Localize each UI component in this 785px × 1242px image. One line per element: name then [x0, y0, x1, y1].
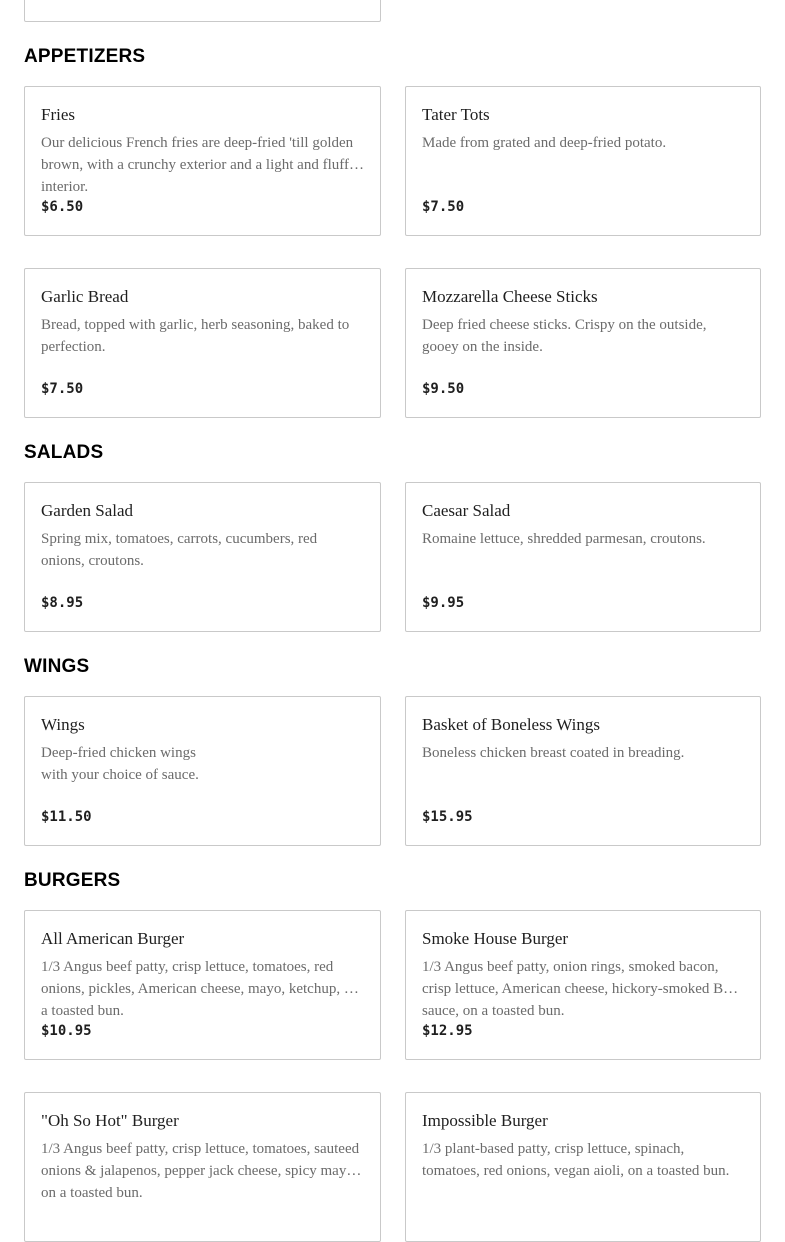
menu-item-card[interactable]: [405, 910, 761, 1060]
item-description: 1/3 Angus beef patty, crisp lettuce, tomatoes, sauteed onions & jalapenos, pepper jack cheese, spicy mayo, on a toasted bun.: [41, 1141, 360, 1201]
item-price: $8.95: [41, 595, 84, 611]
item-name: Fries: [41, 105, 75, 124]
menu-item-card[interactable]: [405, 1092, 761, 1242]
item-description: Bread, topped with garlic, herb seasoning, baked to perfection.: [41, 317, 350, 355]
item-name: Garlic Bread: [41, 287, 129, 306]
item-name: Garden Salad: [41, 501, 134, 520]
menu-item-card-partial[interactable]: [24, 0, 381, 22]
item-name: Impossible Burger: [422, 1111, 548, 1130]
item-name: Smoke House Burger: [422, 929, 569, 948]
section-title-salads: SALADS: [24, 442, 104, 463]
item-price: $15.95: [422, 809, 473, 825]
item-price: $7.50: [41, 381, 84, 397]
item-description: Deep-fried chicken wings with your choice of sauce.: [41, 745, 199, 783]
menu-item-card[interactable]: [405, 268, 761, 418]
item-price: $6.50: [41, 199, 84, 215]
item-description: Deep fried cheese sticks. Crispy on the outside, gooey on the inside.: [422, 317, 707, 355]
item-description: 1/3 Angus beef patty, onion rings, smoked bacon, crisp lettuce, American cheese, hickory-smoked BBQ sauce, on a toasted bun.: [422, 959, 744, 1019]
item-name: "Oh So Hot" Burger: [41, 1111, 179, 1130]
item-name: Mozzarella Cheese Sticks: [422, 287, 598, 306]
item-description: 1/3 Angus beef patty, crisp lettuce, tomatoes, red onions, pickles, American cheese, mayo, ketchup, on a toasted bun.: [41, 959, 359, 1019]
item-description: Spring mix, tomatoes, carrots, cucumbers, red onions, croutons.: [41, 531, 318, 569]
item-price: $12.95: [422, 1023, 473, 1039]
menu-item-card[interactable]: [24, 268, 381, 418]
menu-item-card[interactable]: [405, 482, 761, 632]
menu-item-card[interactable]: [405, 696, 761, 846]
menu-item-card[interactable]: [24, 696, 381, 846]
section-title-burgers: BURGERS: [24, 870, 121, 891]
item-price: $9.95: [422, 595, 465, 611]
menu-item-card[interactable]: [24, 482, 381, 632]
item-name: All American Burger: [41, 929, 185, 948]
section-title-appetizers: APPETIZERS: [24, 46, 146, 67]
item-description: Our delicious French fries are deep-fried 'till golden brown, with a crunchy exterior and a light and fluffy interior.: [41, 135, 357, 195]
item-price: $11.50: [41, 809, 92, 825]
menu-item-card[interactable]: [24, 86, 381, 236]
item-description: Boneless chicken breast coated in breading.: [422, 745, 685, 761]
item-description: Made from grated and deep-fried potato.: [422, 135, 667, 151]
item-description: Romaine lettuce, shredded parmesan, croutons.: [422, 531, 706, 547]
item-price: $9.50: [422, 381, 465, 397]
item-name: Basket of Boneless Wings: [422, 715, 600, 734]
item-price: $7.50: [422, 199, 465, 215]
menu-item-card[interactable]: [24, 910, 381, 1060]
item-name: Caesar Salad: [422, 501, 511, 520]
menu-item-card[interactable]: [405, 86, 761, 236]
menu-item-card[interactable]: [24, 1092, 381, 1242]
item-description: 1/3 plant-based patty, crisp lettuce, spinach, tomatoes, red onions, vegan aioli, on a toasted bun.: [422, 1141, 730, 1179]
item-name: Tater Tots: [422, 105, 490, 124]
item-name: Wings: [41, 715, 85, 734]
item-price: $10.95: [41, 1023, 92, 1039]
section-title-wings: WINGS: [24, 656, 90, 677]
